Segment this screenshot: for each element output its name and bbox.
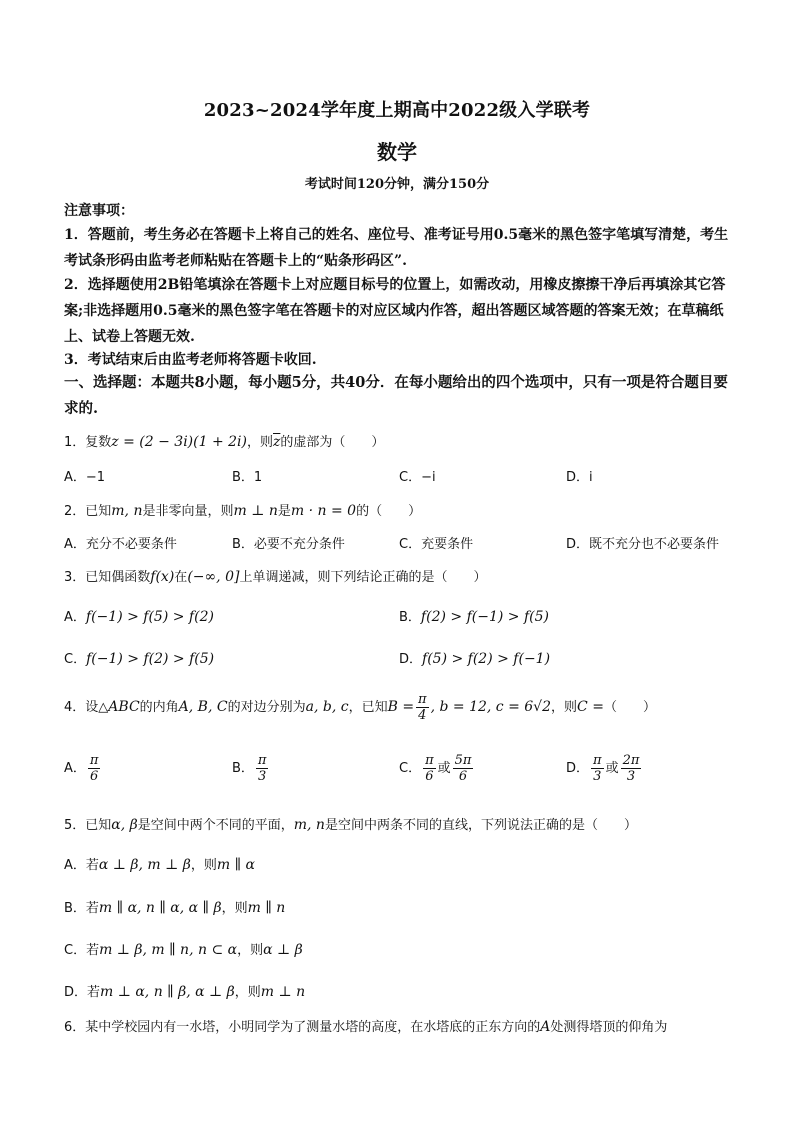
q2-math-c: m · n = 0 — [290, 503, 357, 519]
q4-text-d: ，已知 — [348, 700, 388, 715]
q4-option-c-or: 或 — [437, 761, 451, 776]
q5-b-label: B．若 — [64, 901, 99, 916]
q3-option-d-label: D． — [399, 652, 423, 667]
q4-fraction-den: 4 — [418, 708, 427, 723]
q5-c-then: ，则 — [237, 943, 264, 958]
q4-option-c-frac1 — [423, 753, 436, 784]
q4-option-b-frac — [256, 753, 269, 784]
notes-heading: 注意事项： — [64, 203, 134, 219]
q1-option-d: D．i — [566, 470, 593, 485]
q2-text-b: 是非零向量，则 — [142, 504, 234, 519]
q4-math-f: C = — [577, 699, 604, 715]
q5-a-then: ，则 — [190, 858, 217, 873]
q4-option-d-frac1 — [591, 753, 604, 784]
q4-option-c-label: C． — [399, 761, 422, 776]
q4-fraction-b — [416, 692, 429, 723]
q4-text-e: ，则 — [551, 700, 578, 715]
q4-option-a — [64, 753, 102, 784]
question-2-stem — [64, 500, 744, 519]
q3-text-b: 在 — [174, 570, 188, 585]
q4-option-c-frac2 — [453, 753, 474, 784]
q5-b-concl: m ∥ n — [247, 900, 286, 916]
q3-option-a-math: f(−1) > f(5) > f(2) — [85, 609, 214, 625]
q3-option-c — [64, 648, 214, 667]
q4-math-d: B = — [387, 699, 415, 715]
q4-text-f: （ ） — [603, 700, 656, 715]
note-item-2: 2．选择题使用2B铅笔填涂在答题卡上对应题目标号的位置上，如需改动，用橡皮擦擦干净后再填涂其它答案;非选择题用0.5毫米的黑色签字笔在答题卡的对应区域内作答，超出答题区域答题的答案无效；在草稿纸上、试卷上答题无效. — [64, 277, 726, 345]
q1-math-b: $\overline{z}$ — [273, 434, 281, 450]
q2-text-a: 2．已知 — [64, 504, 112, 519]
q5-c-cond: m ⊥ β, m ∥ n, n ⊂ α — [99, 942, 238, 958]
q4-option-c — [399, 753, 475, 784]
q3-option-c-label: C． — [64, 652, 87, 667]
q5-d-cond: m ⊥ α, n ∥ β, α ⊥ β — [100, 984, 235, 1000]
q4-option-b — [232, 753, 270, 784]
q3-math-a: f(x) — [150, 569, 175, 585]
q1-text-b: ，则 — [246, 435, 273, 450]
q5-text-c: 是空间中两条不同的直线，下列说法正确的是（ ） — [324, 818, 637, 833]
q2-option-b: B．必要不充分条件 — [232, 537, 345, 552]
q2-option-a: A．充分不必要条件 — [64, 537, 177, 552]
q5-a-cond: α ⊥ β, m ⊥ β — [98, 857, 191, 873]
q1-text-c: 的虚部为（ ） — [280, 435, 385, 450]
q6-text-a: 6．某中学校园内有一水塔，小明同学为了测量水塔的高度，在水塔底的正东方向的 — [64, 1020, 541, 1035]
q4-c2-den: 6 — [458, 769, 468, 784]
q3-math-b: (−∞, 0] — [187, 569, 240, 585]
q4-option-a-frac — [88, 753, 101, 784]
q3-text-a: 3．已知偶函数 — [64, 570, 151, 585]
q4-option-d-label: D． — [566, 761, 590, 776]
q4-text-c: 的对边分别为 — [227, 700, 306, 715]
q2-option-d: D．既不充分也不必要条件 — [566, 537, 720, 552]
q3-text-c: 上单调递减，则下列结论正确的是（ ） — [239, 570, 487, 585]
q1-option-b: B．1 — [232, 470, 263, 485]
q4-option-b-label: B． — [232, 761, 254, 776]
q5-math-a: α, β — [111, 817, 138, 833]
q2-text-d: 的（ ） — [356, 504, 422, 519]
question-5-stem — [64, 814, 744, 833]
section-heading: 一、选择题：本题共8小题，每小题5分，共40分．在每小题给出的四个选项中，只有一项是符合题目要求的. — [64, 374, 728, 417]
q4-math-a: ABC — [108, 699, 140, 715]
q4-option-d — [566, 753, 643, 784]
q5-c-label: C．若 — [64, 943, 100, 958]
exam-title: 2023~2024学年度上期高中2022级入学联考 — [203, 100, 591, 121]
q4-d2-den: 3 — [626, 769, 636, 784]
q5-math-b: m, n — [293, 817, 325, 833]
q5-d-concl: m ⊥ n — [260, 984, 306, 1000]
q5-b-cond: m ∥ α, n ∥ α, α ∥ β — [98, 900, 222, 916]
q5-option-b — [64, 897, 285, 916]
q3-option-b-math: f(2) > f(−1) > f(5) — [420, 609, 549, 625]
q2-text-c: 是 — [277, 504, 291, 519]
q5-a-concl: m ∥ α — [216, 857, 255, 873]
q3-option-a-label: A． — [64, 610, 86, 625]
q5-option-a — [64, 854, 255, 873]
q1-text-a: 1．复数 — [64, 435, 112, 450]
q4-a-den: 6 — [90, 769, 99, 784]
q1-math-a: z = (2 − 3i)(1 + 2i) — [111, 434, 247, 450]
question-1-stem — [64, 431, 744, 450]
q5-c-concl: α ⊥ β — [263, 942, 303, 958]
q1-option-a: A．−1 — [64, 470, 106, 485]
q4-text-b: 的内角 — [139, 700, 179, 715]
note-item-1: 1．答题前，考生务必在答题卡上将自己的姓名、座位号、准考证号用0.5毫米的黑色签字笔填写清楚，考生考试条形码由监考老师粘贴在答题卡上的“贴条形码区”. — [64, 227, 729, 269]
question-6-stem — [64, 1016, 744, 1035]
q4-option-d-frac2 — [621, 753, 642, 784]
q4-d2-num: 2π — [622, 753, 640, 768]
q5-d-then: ，则 — [234, 985, 261, 1000]
q4-math-c: a, b, c — [305, 699, 349, 715]
q4-b-den: 3 — [258, 769, 267, 784]
q4-text-a: 4．设△ — [64, 700, 109, 715]
q3-option-b — [399, 606, 549, 625]
exam-subject: 数学 — [377, 140, 417, 164]
q4-d1-den: 3 — [593, 769, 602, 784]
q2-math-a: m, n — [111, 503, 143, 519]
q4-math-e: , b = 12, c = 6√2 — [430, 699, 552, 715]
q3-option-b-label: B． — [399, 610, 421, 625]
q4-d1-num: π — [593, 753, 602, 768]
q5-b-then: ，则 — [221, 901, 248, 916]
q5-option-d — [64, 981, 305, 1000]
q4-option-a-label: A． — [64, 761, 86, 776]
q5-text-b: 是空间中两个不同的平面， — [137, 818, 294, 833]
q4-fraction-num: π — [418, 692, 427, 707]
q5-d-label: D．若 — [64, 985, 101, 1000]
q3-option-d — [399, 648, 550, 667]
q4-b-num: π — [257, 753, 267, 768]
q5-option-c — [64, 939, 303, 958]
q4-c1-num: π — [425, 753, 434, 768]
q4-c2-num: 5π — [454, 753, 472, 768]
q6-text-b: 处测得塔顶的仰角为 — [550, 1020, 668, 1035]
q5-text-a: 5．已知 — [64, 818, 112, 833]
q4-math-b: A, B, C — [178, 699, 228, 715]
question-3-stem — [64, 566, 744, 585]
q2-option-c: C．充要条件 — [399, 537, 474, 552]
q4-a-num: π — [89, 753, 99, 768]
q6-math-a: A — [540, 1019, 551, 1035]
q3-option-d-math: f(5) > f(2) > f(−1) — [422, 651, 551, 667]
q4-c1-den: 6 — [425, 769, 434, 784]
note-item-3: 3．考试结束后由监考老师将答题卡收回. — [64, 352, 317, 368]
exam-info: 考试时间120分钟，满分150分 — [304, 177, 490, 192]
q4-option-d-or: 或 — [605, 761, 619, 776]
q2-math-b: m ⊥ n — [233, 503, 278, 519]
question-4-stem — [64, 692, 744, 723]
q3-option-a — [64, 606, 214, 625]
q1-option-c: C．−i — [399, 470, 436, 485]
q5-a-label: A．若 — [64, 858, 99, 873]
q3-option-c-math: f(−1) > f(2) > f(5) — [86, 651, 215, 667]
